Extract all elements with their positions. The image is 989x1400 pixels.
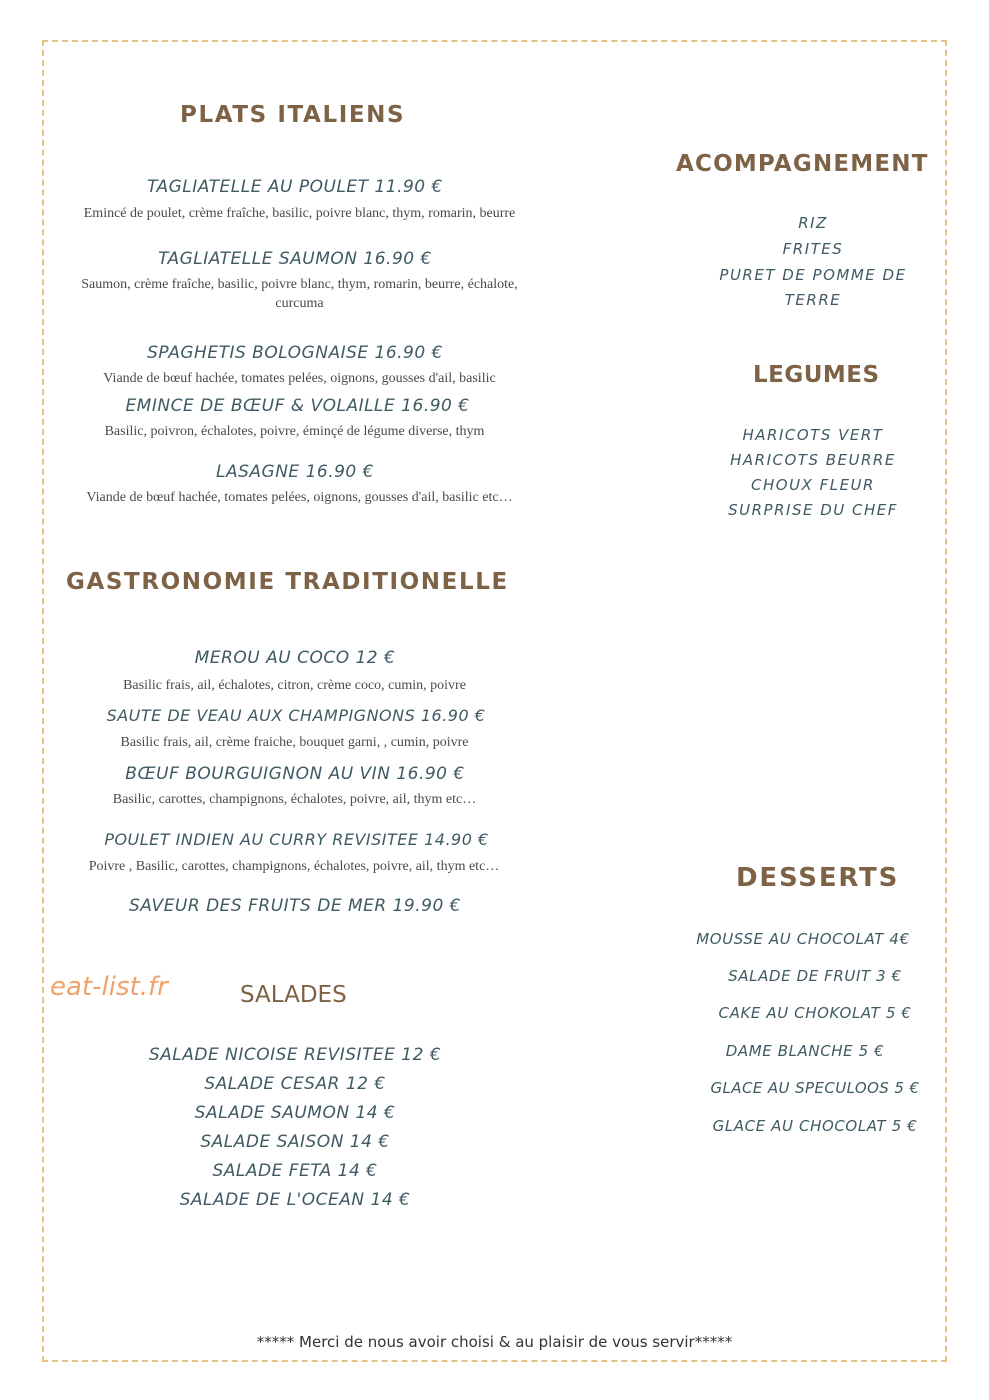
- side-item: TERRE: [784, 291, 842, 309]
- salad-item: SALADE DE L'OCEAN 14 €: [179, 1190, 411, 1210]
- dish-name: MEROU AU COCO 12 €: [194, 648, 396, 668]
- dish-name: BŒUF BOURGUIGNON AU VIN 16.90 €: [125, 764, 465, 784]
- dish-description: Poivre , Basilic, carottes, champignons, échalotes, poivre, ail, thym etc…: [88, 859, 500, 874]
- vegetable-item: SURPRISE DU CHEF: [728, 501, 898, 519]
- dish-name: SAVEUR DES FRUITS DE MER 19.90 €: [128, 896, 461, 916]
- dish-description: Basilic frais, ail, crème fraiche, bouquet garni, , cumin, poivre: [120, 735, 469, 750]
- side-item: RIZ: [798, 214, 828, 232]
- salad-item: SALADE CESAR 12 €: [204, 1074, 386, 1094]
- dish-name: TAGLIATELLE SAUMON 16.90 €: [158, 249, 432, 269]
- section-title-legumes: LEGUMES: [753, 362, 880, 388]
- section-title-salades: SALADES: [240, 982, 347, 1008]
- section-title-desserts: DESSERTS: [736, 863, 900, 893]
- dish-description: Basilic, carottes, champignons, échalotes, poivre, ail, thym etc…: [112, 792, 477, 807]
- dessert-item: MOUSSE AU CHOCOLAT 4€: [696, 930, 910, 948]
- dessert-item: DAME BLANCHE 5 €: [725, 1042, 885, 1060]
- section-title-accompagnement: ACOMPAGNEMENT: [676, 151, 929, 177]
- salad-item: SALADE SAISON 14 €: [200, 1132, 390, 1152]
- vegetable-item: CHOUX FLEUR: [751, 476, 875, 494]
- vegetable-item: HARICOTS BEURRE: [730, 451, 896, 469]
- dish-name: LASAGNE 16.90 €: [216, 462, 374, 482]
- dish-description: Saumon, crème fraîche, basilic, poivre blanc, thym, romarin, beurre, échalote, curcuma: [81, 277, 518, 311]
- footer-message: ***** Merci de nous avoir choisi & au plaisir de vous servir*****: [256, 1333, 733, 1351]
- side-item: PURET DE POMME DE: [719, 266, 907, 284]
- salad-item: SALADE FETA 14 €: [212, 1161, 378, 1181]
- dessert-item: CAKE AU CHOKOLAT 5 €: [718, 1004, 912, 1022]
- dish-name: SAUTE DE VEAU AUX CHAMPIGNONS 16.90 €: [106, 706, 486, 725]
- dish-description: Basilic frais, ail, échalotes, citron, crème coco, cumin, poivre: [123, 678, 466, 693]
- dessert-item: GLACE AU SPECULOOS 5 €: [710, 1079, 920, 1097]
- dessert-item: SALADE DE FRUIT 3 €: [728, 967, 902, 985]
- dish-description: Basilic, poivron, échalotes, poivre, éminçé de légume diverse, thym: [104, 424, 485, 439]
- side-item: FRITES: [782, 240, 844, 258]
- dessert-item: GLACE AU CHOCOLAT 5 €: [712, 1117, 918, 1135]
- section-title-gastronomie: GASTRONOMIE TRADITIONELLE: [66, 569, 509, 595]
- dish-name: SPAGHETIS BOLOGNAISE 16.90 €: [147, 343, 443, 363]
- watermark-logo: eat-list.fr: [50, 972, 168, 1002]
- dish-description: Viande de bœuf hachée, tomates pelées, oignons, gousses d'ail, basilic etc…: [86, 490, 513, 505]
- section-title-plats-italiens: PLATS ITALIENS: [180, 102, 406, 128]
- dish-name: TAGLIATELLE AU POULET 11.90 €: [147, 177, 443, 197]
- dish-name: POULET INDIEN AU CURRY REVISITEE 14.90 €: [104, 830, 489, 849]
- vegetable-item: HARICOTS VERT: [742, 426, 884, 444]
- salad-item: SALADE NICOISE REVISITEE 12 €: [148, 1045, 442, 1065]
- dish-description: Emincé de poulet, crème fraîche, basilic, poivre blanc, thym, romarin, beurre: [83, 206, 516, 221]
- dish-description: Viande de bœuf hachée, tomates pelées, oignons, gousses d'ail, basilic: [103, 371, 496, 386]
- salad-item: SALADE SAUMON 14 €: [194, 1103, 396, 1123]
- dish-name: EMINCE DE BŒUF & VOLAILLE 16.90 €: [125, 396, 470, 416]
